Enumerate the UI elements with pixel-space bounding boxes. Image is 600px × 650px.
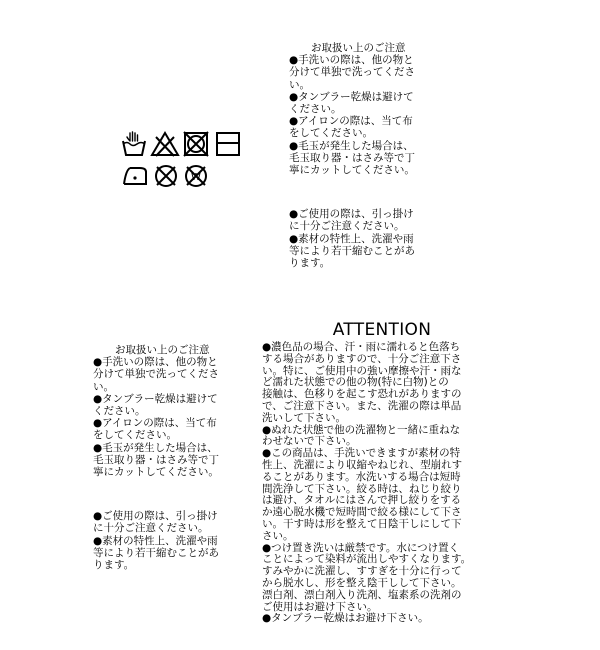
spacer (289, 176, 459, 208)
care-line: 等により若干縮むことがあ (93, 546, 219, 559)
attention-line: ることがあります。水洗いする場合は短時 (262, 470, 461, 483)
care-line: ●毛玉が発生した場合は、 (289, 139, 414, 152)
care-line: ●タンブラー乾燥は避けて (289, 90, 414, 103)
attention-line: い。特に、ご使用中の強い摩擦や汗・雨な (262, 364, 462, 377)
care-instructions-left (93, 344, 263, 571)
care-line: ●アイロンの際は、当て布 (289, 115, 413, 128)
attention-line: 間洗浄して下さい。絞る時は、ねじり絞り (262, 482, 462, 495)
care-lines-b (289, 208, 459, 269)
attention-line: ど濡れた状態での他の物(特に白物)との (262, 376, 449, 389)
care-heading: お取扱い上のご注意 (115, 344, 210, 356)
care-line: に十分ご注意ください。 (93, 522, 209, 535)
attention-line: ●ぬれた状態で他の洗濯物と一緒に重ねな (262, 423, 461, 436)
no-dry-clean-icon (152, 162, 180, 190)
attention-line: か遠心脱水機で短時間で絞る様にして下さ (262, 506, 462, 519)
care-line: 毛玉取り器・はさみ等で丁 (93, 453, 219, 466)
svg-text:W: W (191, 172, 201, 183)
care-lines-a (93, 356, 263, 478)
attention-line: ●つけ置き洗いは厳禁です。水につけ置く (262, 541, 460, 554)
care-line: ください。 (93, 405, 146, 418)
attention-line: は避け、タオルにはさんで押し絞りをする (262, 494, 462, 507)
attention-line: 洗いして下さい。 (262, 411, 346, 424)
attention-line: ことによって染料が流出しやすくなります。 (262, 553, 472, 566)
no-bleach-icon (150, 130, 180, 158)
care-line: をしてください。 (93, 429, 177, 442)
line-dry-icon (214, 130, 242, 158)
care-line: 分けて単独で洗ってくださ (93, 368, 219, 381)
care-line: ●アイロンの際は、当て布 (93, 417, 217, 430)
care-line: ください。 (289, 103, 342, 116)
care-lines-b (93, 510, 263, 571)
care-instructions-top (289, 42, 459, 269)
spacer (93, 478, 263, 510)
attention-line: ●この商品は、手洗いできますが素材の特 (262, 447, 461, 460)
attention-section (262, 320, 592, 625)
care-line: 毛玉取り器・はさみ等で丁 (289, 151, 415, 164)
care-line: 分けて単独で洗ってくださ (289, 66, 415, 79)
attention-line: わせないで下さい。 (262, 435, 357, 448)
care-line: い。 (289, 78, 310, 91)
care-line: 等により若干縮むことがあ (289, 244, 415, 257)
care-line: ●ご使用の際は、引っ掛け (289, 208, 414, 221)
attention-title: ATTENTION (332, 320, 432, 340)
care-line: をしてください。 (289, 127, 373, 140)
attention-line: から脱水し、形を整え陰干しして下さい。 (262, 576, 462, 589)
attention-line: する場合がありますので、十分ご注意下さ (262, 352, 462, 365)
iron-low-icon (120, 162, 150, 190)
attention-line: い。干す時は形を整えて日陰干しにして下 (262, 517, 462, 530)
care-line: 寧にカットしてください。 (93, 466, 219, 479)
attention-line: ●タンブラー乾燥はお避け下さい。 (262, 612, 429, 625)
care-line: ●ご使用の際は、引っ掛け (93, 510, 218, 523)
care-line: い。 (93, 380, 114, 393)
attention-line: で、ご注意下さい。また、洗濯の際は単品 (262, 399, 462, 412)
care-symbols (120, 130, 260, 192)
care-line: ●タンブラー乾燥は避けて (93, 392, 218, 405)
no-tumble-dry-icon (182, 130, 210, 158)
care-line: ●毛玉が発生した場合は、 (93, 441, 218, 454)
attention-line: 接触は、色移りを起こす恐れがありますの (262, 388, 462, 401)
attention-line: 漂白剤、漂白剤入り洗剤、塩素系の洗剤の (262, 588, 462, 601)
care-line: に十分ご注意ください。 (289, 220, 405, 233)
attention-body (262, 342, 592, 625)
attention-line: すみやかに洗濯し、すすぎを十分に行って (262, 565, 462, 578)
care-lines-a (289, 54, 459, 176)
attention-line: ●濃色品の場合、汗・雨に濡れると色落ち (262, 341, 461, 353)
care-line: ります。 (289, 257, 331, 270)
attention-line: ご使用はお避け下さい。 (262, 600, 378, 613)
no-wet-clean-icon (182, 162, 210, 190)
hand-wash-icon (120, 130, 148, 158)
care-line: ●素材の特性上、洗濯や雨 (93, 534, 218, 547)
care-line: 寧にカットしてください。 (289, 164, 415, 177)
attention-line: 性上、洗濯により収縮やねじれ、型崩れす (262, 458, 463, 471)
attention-line: さい。 (262, 529, 294, 542)
care-heading: お取扱い上のご注意 (311, 42, 406, 54)
care-line: ●素材の特性上、洗濯や雨 (289, 232, 414, 245)
care-line: ●手洗いの際は、他の物と (93, 356, 218, 369)
care-line: ●手洗いの際は、他の物と (289, 54, 414, 67)
care-line: ります。 (93, 559, 135, 572)
